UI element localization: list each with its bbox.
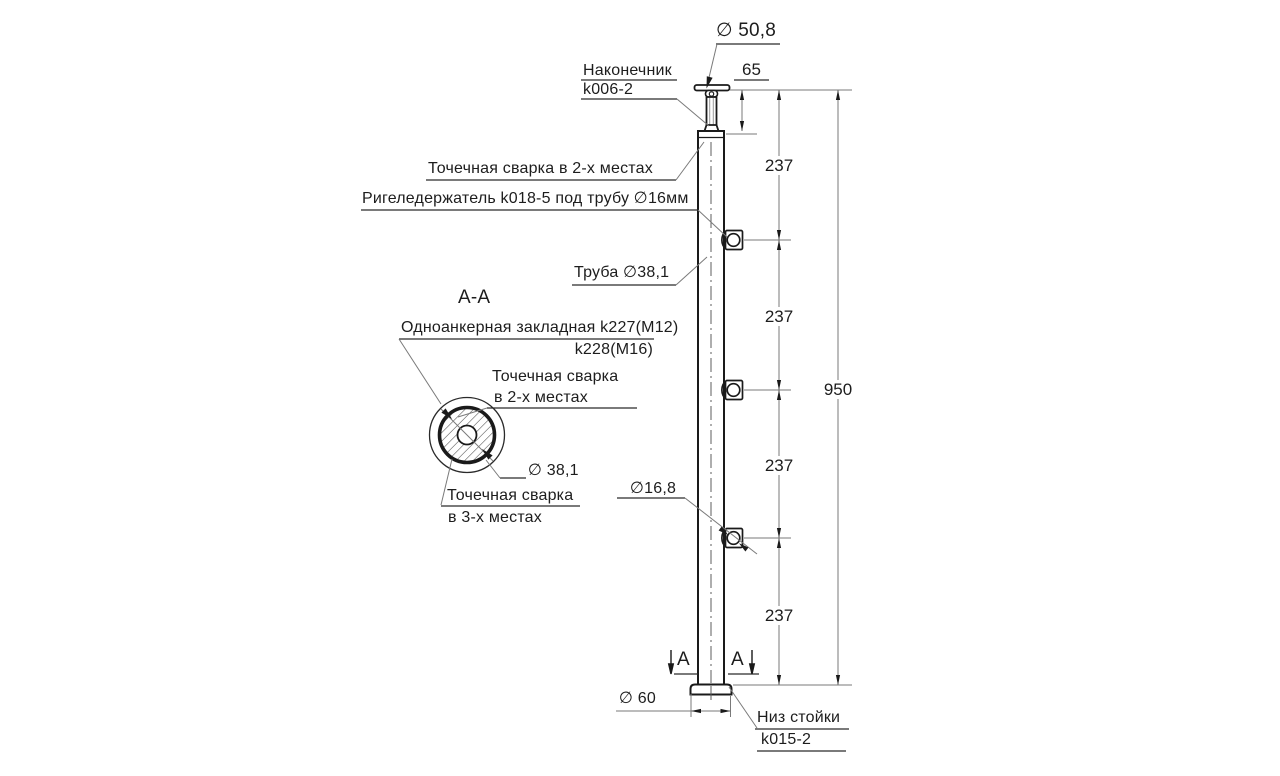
holder-1 — [722, 231, 743, 250]
anchor-label-line2: k228(М16) — [574, 341, 653, 358]
spot-weld-2-top-label: Точечная сварка в 2-х местах — [428, 160, 653, 177]
dia-60-label: ∅ 60 — [619, 690, 656, 707]
spot-weld-3-label-line2: в 3-х местах — [448, 509, 542, 526]
dim-237-1: 237 — [757, 156, 801, 175]
spot-weld-2-label-line1: Точечная сварка — [492, 368, 619, 385]
cap-saddle-bar — [695, 85, 730, 91]
crossbar-holder-label: Ригеледержатель k018-5 под трубу ∅16мм — [362, 190, 689, 207]
spot-weld-3-label-line1: Точечная сварка — [447, 487, 574, 504]
anchor-label-line1: Одноанкерная закладная k227(М12) — [401, 319, 679, 336]
bottom-label-line1: Низ стойки — [757, 709, 841, 726]
dimension-lines — [616, 90, 838, 711]
dim-950: 950 — [816, 380, 860, 399]
section-mark-right: А — [731, 649, 744, 670]
section-title: А-А — [458, 287, 491, 308]
section-mark-left: А — [677, 649, 690, 670]
cap-collar-pin — [709, 92, 713, 96]
dia-168-label: ∅16,8 — [630, 480, 677, 497]
dim-237-3: 237 — [757, 456, 801, 475]
dia-38-label: ∅ 38,1 — [528, 462, 579, 479]
tip-label-line2: k006-2 — [583, 81, 634, 98]
tip-label-line1: Наконечник — [583, 62, 672, 79]
dim-237-4: 237 — [757, 606, 801, 625]
dim-65: 65 — [735, 60, 768, 79]
dim-237-2: 237 — [757, 307, 801, 326]
cap-stem — [707, 97, 717, 126]
dia-top-label: ∅ 50,8 — [716, 20, 777, 41]
spot-weld-2-label-line2: в 2-х местах — [494, 389, 588, 406]
label-underlines — [361, 44, 849, 751]
bottom-label-line2: k015-2 — [761, 731, 812, 748]
section-aa-view — [430, 398, 505, 473]
holder-2 — [722, 381, 743, 400]
tube-label: Труба ∅38,1 — [574, 264, 670, 281]
